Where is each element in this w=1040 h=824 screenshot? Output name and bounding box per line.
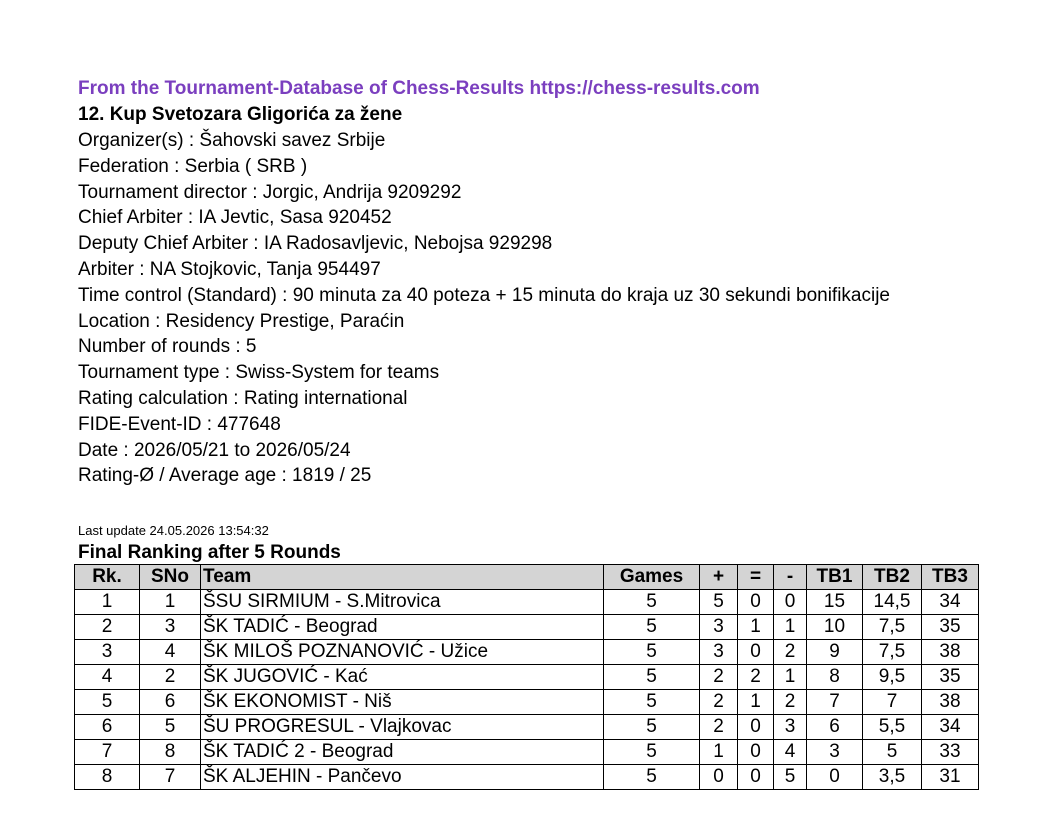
info-number-of-rounds: Number of rounds : 5 bbox=[78, 336, 257, 358]
cell-tb2: 5 bbox=[863, 740, 922, 765]
cell-tb1: 8 bbox=[807, 665, 863, 690]
cell-tb3: 31 bbox=[922, 765, 979, 790]
ranking-header-row bbox=[75, 565, 979, 590]
table-row bbox=[75, 740, 979, 765]
cell-tb3: 34 bbox=[922, 590, 979, 615]
cell-games: 5 bbox=[604, 665, 700, 690]
info-time-control: Time control (Standard) : 90 minuta za 40 poteza + 15 minuta do kraja uz 30 sekundi bonifikacije bbox=[78, 284, 890, 306]
table-row bbox=[75, 615, 979, 640]
info-tournament-director: Tournament director : Jorgic, Andrija 9209292 bbox=[78, 181, 462, 203]
column-header-team: Team bbox=[201, 565, 604, 590]
last-update: Last update 24.05.2026 13:54:32 bbox=[78, 523, 269, 539]
cell-tb2: 7,5 bbox=[863, 640, 922, 665]
cell-tb3: 35 bbox=[922, 665, 979, 690]
cell-games: 5 bbox=[604, 640, 700, 665]
cell-tb1: 3 bbox=[807, 740, 863, 765]
column-header-sno: SNo bbox=[140, 565, 201, 590]
cell-rank: 6 bbox=[75, 715, 140, 740]
cell-team: ŠK ALJEHIN - Pančevo bbox=[201, 765, 604, 790]
cell-wins: 1 bbox=[700, 740, 738, 765]
cell-wins: 3 bbox=[700, 640, 738, 665]
ranking-title: Final Ranking after 5 Rounds bbox=[78, 542, 341, 564]
info-rating-average-age: Rating-Ø / Average age : 1819 / 25 bbox=[78, 465, 372, 487]
cell-losses: 4 bbox=[774, 740, 807, 765]
cell-rank: 4 bbox=[75, 665, 140, 690]
cell-team: ŠK TADIĆ 2 - Beograd bbox=[201, 740, 604, 765]
cell-losses: 3 bbox=[774, 715, 807, 740]
cell-rank: 2 bbox=[75, 615, 140, 640]
cell-tb2: 7 bbox=[863, 690, 922, 715]
info-federation: Federation : Serbia ( SRB ) bbox=[78, 155, 308, 177]
cell-tb1: 15 bbox=[807, 590, 863, 615]
cell-sno: 4 bbox=[140, 640, 201, 665]
cell-rank: 1 bbox=[75, 590, 140, 615]
info-location: Location : Residency Prestige, Paraćin bbox=[78, 310, 405, 332]
cell-draws: 0 bbox=[738, 590, 774, 615]
cell-draws: 0 bbox=[738, 765, 774, 790]
info-deputy-chief-arbiter: Deputy Chief Arbiter : IA Radosavljevic, Nebojsa 929298 bbox=[78, 233, 553, 255]
cell-team: ŠK TADIĆ - Beograd bbox=[201, 615, 604, 640]
cell-sno: 2 bbox=[140, 665, 201, 690]
cell-games: 5 bbox=[604, 615, 700, 640]
cell-wins: 2 bbox=[700, 715, 738, 740]
cell-games: 5 bbox=[604, 765, 700, 790]
cell-losses: 2 bbox=[774, 690, 807, 715]
cell-tb1: 7 bbox=[807, 690, 863, 715]
column-header-tb1: TB1 bbox=[807, 565, 863, 590]
cell-games: 5 bbox=[604, 690, 700, 715]
cell-team: ŠU PROGRESUL - Vlajkovac bbox=[201, 715, 604, 740]
document-page bbox=[78, 76, 1018, 564]
cell-sno: 1 bbox=[140, 590, 201, 615]
cell-losses: 1 bbox=[774, 665, 807, 690]
column-header-draws: = bbox=[738, 565, 774, 590]
cell-team: ŠSU SIRMIUM - S.Mitrovica bbox=[201, 590, 604, 615]
cell-sno: 8 bbox=[140, 740, 201, 765]
cell-wins: 0 bbox=[700, 765, 738, 790]
info-organizer: Organizer(s) : Šahovski savez Srbije bbox=[78, 130, 386, 151]
cell-losses: 5 bbox=[774, 765, 807, 790]
column-header-tb3: TB3 bbox=[922, 565, 979, 590]
cell-sno: 3 bbox=[140, 615, 201, 640]
table-row bbox=[75, 640, 979, 665]
cell-sno: 7 bbox=[140, 765, 201, 790]
cell-rank: 3 bbox=[75, 640, 140, 665]
info-tournament-type: Tournament type : Swiss-System for teams bbox=[78, 362, 440, 384]
info-fide-event-id: FIDE-Event-ID : 477648 bbox=[78, 413, 281, 435]
info-rating-calculation: Rating calculation : Rating international bbox=[78, 387, 408, 409]
cell-sno: 6 bbox=[140, 690, 201, 715]
cell-wins: 2 bbox=[700, 690, 738, 715]
source-line: From the Tournament-Database of Chess-Results https://chess-results.com bbox=[78, 78, 760, 99]
cell-sno: 5 bbox=[140, 715, 201, 740]
cell-rank: 8 bbox=[75, 765, 140, 790]
column-header-wins: + bbox=[700, 565, 738, 590]
info-chief-arbiter: Chief Arbiter : IA Jevtic, Sasa 920452 bbox=[78, 207, 392, 229]
cell-tb1: 10 bbox=[807, 615, 863, 640]
cell-rank: 7 bbox=[75, 740, 140, 765]
column-header-games: Games bbox=[604, 565, 700, 590]
cell-games: 5 bbox=[604, 740, 700, 765]
cell-tb2: 3,5 bbox=[863, 765, 922, 790]
cell-losses: 2 bbox=[774, 640, 807, 665]
table-row bbox=[75, 765, 979, 790]
table-row bbox=[75, 690, 979, 715]
cell-tb3: 34 bbox=[922, 715, 979, 740]
table-row bbox=[75, 715, 979, 740]
cell-wins: 2 bbox=[700, 665, 738, 690]
cell-draws: 2 bbox=[738, 665, 774, 690]
cell-tb2: 9,5 bbox=[863, 665, 922, 690]
column-header-losses: - bbox=[774, 565, 807, 590]
cell-wins: 3 bbox=[700, 615, 738, 640]
column-header-tb2: TB2 bbox=[863, 565, 922, 590]
cell-tb1: 0 bbox=[807, 765, 863, 790]
info-date: Date : 2026/05/21 to 2026/05/24 bbox=[78, 439, 351, 461]
cell-team: ŠK JUGOVIĆ - Kać bbox=[201, 665, 604, 690]
cell-losses: 0 bbox=[774, 590, 807, 615]
cell-tb3: 35 bbox=[922, 615, 979, 640]
table-row bbox=[75, 590, 979, 615]
cell-tb2: 7,5 bbox=[863, 615, 922, 640]
cell-draws: 1 bbox=[738, 615, 774, 640]
column-header-rank: Rk. bbox=[75, 565, 140, 590]
cell-losses: 1 bbox=[774, 615, 807, 640]
cell-team: ŠK MILOŠ POZNANOVIĆ - Užice bbox=[201, 640, 604, 665]
ranking-body bbox=[75, 590, 979, 790]
cell-wins: 5 bbox=[700, 590, 738, 615]
cell-tb1: 9 bbox=[807, 640, 863, 665]
tournament-name: 12. Kup Svetozara Gligorića za žene bbox=[78, 104, 403, 125]
cell-rank: 5 bbox=[75, 690, 140, 715]
cell-draws: 0 bbox=[738, 740, 774, 765]
cell-tb3: 33 bbox=[922, 740, 979, 765]
cell-draws: 1 bbox=[738, 690, 774, 715]
cell-draws: 0 bbox=[738, 640, 774, 665]
cell-games: 5 bbox=[604, 590, 700, 615]
cell-draws: 0 bbox=[738, 715, 774, 740]
table-row bbox=[75, 665, 979, 690]
cell-team: ŠK EKONOMIST - Niš bbox=[201, 690, 604, 715]
tournament-info bbox=[78, 128, 1018, 489]
cell-tb2: 5,5 bbox=[863, 715, 922, 740]
ranking-table bbox=[74, 564, 979, 790]
cell-tb3: 38 bbox=[922, 640, 979, 665]
cell-tb2: 14,5 bbox=[863, 590, 922, 615]
cell-tb1: 6 bbox=[807, 715, 863, 740]
cell-games: 5 bbox=[604, 715, 700, 740]
info-arbiter: Arbiter : NA Stojkovic, Tanja 954497 bbox=[78, 258, 381, 280]
cell-tb3: 38 bbox=[922, 690, 979, 715]
